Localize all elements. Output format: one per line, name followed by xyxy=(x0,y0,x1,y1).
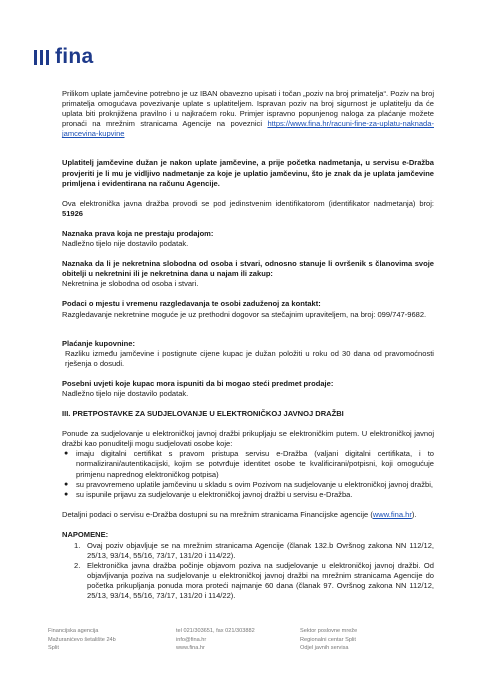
identifier-text: Ova elektronička javna dražba provodi se pod jedinstvenim identifikatorom (identifikator nadmetanja) broj: xyxy=(62,198,434,208)
payment-instructions-link[interactable]: https://www.fina.hr/racuni-fine-za-uplatu-naknada-jamcevina-kupvine xyxy=(62,119,434,139)
special-conditions-title: Posebni uvjeti koje kupac mora ispuniti da bi mogao steći predmet prodaje: xyxy=(62,378,334,388)
footer-line: Mažuranićevo šetalište 24b xyxy=(48,636,116,643)
list-item: ● imaju digitalni certifikat s pravom pristupa servisu e-Dražba (valjani digitalni certifikata, i to normalizirani/autentikacijski, kojim se potvrđuje identitet osobe te kvalificirani/potpisni, koji omogućuje primjenu naprednog elektroničkog potpisa) xyxy=(76,449,434,479)
notes-title: NAPOMENE: xyxy=(62,529,109,539)
viewing-title: Podaci o mjestu i vremenu razgledavanja te osobi zaduženoj za kontakt: xyxy=(62,299,321,309)
logo-text: fina xyxy=(55,45,94,68)
notes-list xyxy=(62,541,434,602)
footer-line: www.fina.hr xyxy=(176,645,205,652)
viewing-text: Razgledavanje nekretnine moguće je uz prethodni dogovor sa stečajnim upraviteljem, na broj: 099/747-9682. xyxy=(62,309,427,319)
note-text: Elektronička javna dražba počinje objavom poziva na sudjelovanje u elektroničkoj javnoj dražbi. Od objavljivanja poziva na sudjelovanje u elektroničkoj javnoj dražbi na mrežnim stranicama Agencije do početka prikupljanja ponuda mora proteći najmanje 60 dana (članak 97. Ovršnog zakona NN 112/12, 25/13, 93/14, 55/16, 73/17, 131/20 i 114/22). xyxy=(87,561,434,601)
list-item: ● su ispunile prijavu za sudjelovanje u elektroničkoj javnoj dražbi u servisu e-Dražba. xyxy=(76,490,434,500)
note-item xyxy=(74,541,434,561)
fina-logo xyxy=(34,45,94,69)
footer-contact xyxy=(176,627,255,653)
footer-line: Split xyxy=(48,645,59,652)
open-paren: ( xyxy=(370,509,373,519)
payment-title: Plaćanje kupovnine: xyxy=(62,338,135,348)
note-number: 2. xyxy=(74,561,81,571)
auction-identifier xyxy=(62,199,434,219)
footer-line: Financijska agencija xyxy=(48,628,99,634)
close-paren: ). xyxy=(411,509,417,519)
rights-title: Naznaka prava koja ne prestaju prodajom: xyxy=(62,228,214,238)
document-body xyxy=(62,89,434,602)
note-item xyxy=(74,561,434,601)
details-text: Detaljni podaci o servisu e-Dražba dostupni su na mrežnim stranicama Financijske agencije xyxy=(62,509,369,519)
section-heading: III. PRETPOSTAVKE ZA SUDJELOVANJE U ELEKTRONIČKOJ JAVNOJ DRAŽBI xyxy=(62,409,344,419)
intro-text: Prilikom uplate jamčevine potrebno je uz IBAN obavezno upisati i točan „poziv na broj primatelja“. Poziv na broj primatelja omogućava povezivanje uplate s uplatiteljem. Ispravan poziv na broj sigurnost je uplatitelju da će uplata biti proknjižena pravilno i u najkraćem roku. Primjer ispravno popunjenog naloga za plaćanje možete pronaći na mrežnim stranicama Agencije na poveznici xyxy=(62,89,434,129)
requirements-list xyxy=(62,449,434,499)
footer-line: Odjel javnih servisa xyxy=(300,645,349,652)
footer-line: Regionalni centar Split xyxy=(300,636,356,643)
vacancy-text: Nekretnina je slobodna od osoba i stvari. xyxy=(62,279,199,289)
fina-logo-bars-icon xyxy=(34,50,49,65)
details-paragraph xyxy=(62,510,434,520)
fina-website-link[interactable]: www.fina.hr xyxy=(372,509,412,519)
list-item: ● su pravovremeno uplatile jamčevinu u skladu s ovim Pozivom na sudjelovanje u elektroničkoj javnoj dražbi, xyxy=(76,480,434,490)
note-text: Ovaj poziv objavljuje se na mrežnim stranicama Agencije (članak 132.b Ovršnog zakona NN 112/12, 25/13, 93/14, 55/16, 73/17, 131/20 i 114/22). xyxy=(87,541,434,561)
identifier-number: 51926 xyxy=(62,208,83,218)
footer-line: tel 021/303651, fax 021/303882 xyxy=(176,628,255,634)
footer-line: info@fina.hr xyxy=(176,636,207,643)
intro-paragraph xyxy=(62,89,434,139)
payment-text: Razliku između jamčevine i postignute cijene kupac je dužan položiti u roku od 30 dana od pravomoćnosti rješenja o dosudi. xyxy=(65,348,434,368)
vacancy-title: Naznaka da li je nekretnina slobodna od osoba i stvari, odnosno stanuje li ovršenik s članovima svoje obitelji u nekretnini ili je nekretnina dana u najam ili zakup: xyxy=(62,259,434,279)
bid-warning: Uplatitelj jamčevine dužan je nakon uplate jamčevine, a prije početka nadmetanja, u servisu e-Dražba provjeriti je li mu je vidljivo nadmetanje za koje je uplatio jamčevinu, što je znak da je uplata jamčevine primljena i evidentirana na računu Agencije. xyxy=(62,158,434,188)
footer-department xyxy=(300,627,357,653)
footer-line: Sektor poslovne mreže xyxy=(300,628,358,634)
rights-text: Nadležno tijelo nije dostavilo podatak. xyxy=(62,239,189,249)
footer-address xyxy=(48,627,116,653)
section-intro: Ponude za sudjelovanje u elektroničkoj javnoj dražbi prikupljaju se elektroničkim putem. U elektroničkoj javnoj dražbi kao ponuditelji mogu sudjelovati osobe koje: xyxy=(62,429,434,449)
special-conditions-text: Nadležno tijelo nije dostavilo podatak. xyxy=(62,388,189,398)
note-number: 1. xyxy=(74,541,81,550)
